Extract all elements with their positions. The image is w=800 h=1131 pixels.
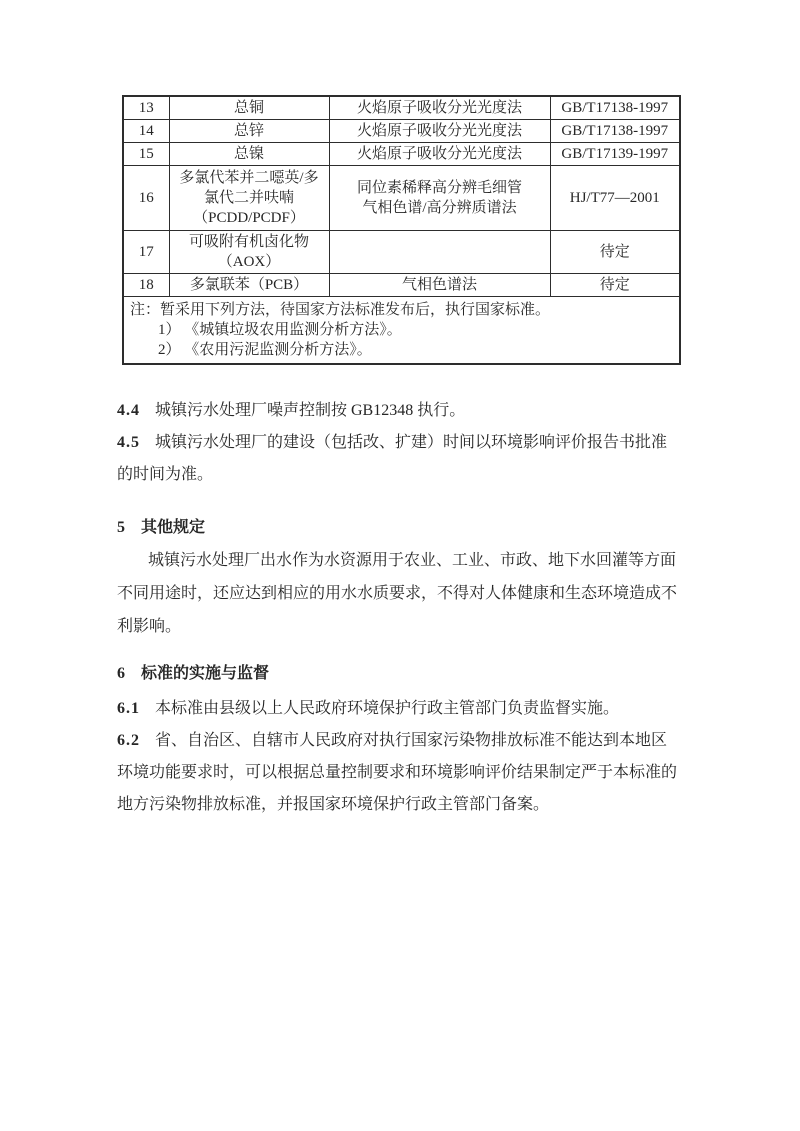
pollutant-cell [169, 231, 329, 274]
note-line: 注：暂采用下列方法，待国家方法标准发布后，执行国家标准。 [130, 302, 551, 318]
method-cell: 气相色谱法 [329, 274, 550, 297]
table-row-18 [123, 274, 680, 297]
standard-cell: HJ/T77—2001 [550, 166, 680, 231]
table-row-13 [123, 96, 680, 120]
table-row-14 [123, 120, 680, 143]
clause-text: 城镇污水处理厂的建设（包括改、扩建）时间以环境影响评价报告书批准 [155, 434, 668, 451]
clause-6-2 [117, 725, 690, 821]
clause-line [117, 427, 690, 459]
paragraph-line: 不同用途时，还应达到相应的用水水质要求，不得对人体健康和生态环境造成不 [117, 585, 678, 602]
clause-text: 本标准由县级以上人民政府环境保护行政主管部门负责监督实施。 [155, 700, 620, 717]
monitoring-method-table [122, 95, 681, 365]
section-title: 其他规定 [141, 519, 206, 536]
section-number: 5 [117, 519, 125, 536]
clause-6-1 [117, 693, 690, 725]
row-number-cell: 16 [123, 166, 169, 231]
pollutant-cell: 总铜 [169, 96, 329, 120]
clause-number: 4.4 [117, 402, 140, 419]
section-5-paragraph [117, 544, 690, 643]
section-5-heading [117, 512, 690, 544]
row-number-cell: 15 [123, 143, 169, 166]
row-number-cell: 13 [123, 96, 169, 120]
clause-4-4 [117, 395, 690, 427]
pollutant-cell: 总镍 [169, 143, 329, 166]
note-line: 1） 《城镇垃圾农用监测分析方法》。 [158, 322, 402, 338]
pollutant-cell [169, 166, 329, 231]
row-number-cell: 14 [123, 120, 169, 143]
clause-number: 4.5 [117, 434, 140, 451]
standard-cell: 待定 [550, 231, 680, 274]
table-note-cell [123, 297, 680, 365]
clause-number: 6.2 [117, 732, 140, 749]
section-number: 6 [117, 665, 125, 682]
table-row-17 [123, 231, 680, 274]
clause-line: 环境功能要求时，可以根据总量控制要求和环境影响评价结果制定严于本标准的 [117, 764, 678, 781]
clause-text: 省、自治区、自辖市人民政府对执行国家污染物排放标准不能达到本地区 [155, 732, 668, 749]
pollutant-line: （AOX） [217, 254, 281, 270]
method-cell: 火焰原子吸收分光光度法 [329, 96, 550, 120]
table-note-row [123, 297, 680, 365]
paragraph-line: 利影响。 [117, 618, 182, 635]
pollutant-line: （PCDD/PCDF） [193, 210, 305, 226]
pollutant-cell: 多氯联苯（PCB） [169, 274, 329, 297]
clause-number: 6.1 [117, 700, 140, 717]
clause-4-5 [117, 427, 690, 491]
pollutant-line: 可吸附有机卤化物 [188, 234, 309, 250]
pollutant-cell: 总锌 [169, 120, 329, 143]
clause-line [117, 725, 690, 757]
table-row-16 [123, 166, 680, 231]
clause-text: 城镇污水处理厂噪声控制按 GB12348 执行。 [155, 402, 466, 419]
pollutant-line: 氯代二并呋喃 [203, 190, 294, 206]
clause-line: 的时间为准。 [117, 466, 214, 483]
standard-cell: GB/T17139-1997 [550, 143, 680, 166]
standard-cell: GB/T17138-1997 [550, 120, 680, 143]
note-line: 2） 《农用污泥监测分析方法》。 [158, 342, 372, 358]
document-body [117, 395, 690, 821]
page-content [117, 0, 690, 821]
method-cell [329, 166, 550, 231]
method-line: 气相色谱/高分辨质谱法 [362, 200, 517, 216]
method-cell [329, 231, 550, 274]
table-row-15 [123, 143, 680, 166]
row-number-cell: 18 [123, 274, 169, 297]
section-6-heading [117, 658, 690, 690]
row-number-cell: 17 [123, 231, 169, 274]
pollutant-line: 多氯代苯并二噁英/多 [179, 170, 319, 186]
paragraph-line: 城镇污水处理厂出水作为水资源用于农业、工业、市政、地下水回灌等方面 [148, 552, 677, 569]
standard-cell: GB/T17138-1997 [550, 96, 680, 120]
section-title: 标准的实施与监督 [141, 665, 270, 682]
clause-line: 地方污染物排放标准，并报国家环境保护行政主管部门备案。 [117, 796, 550, 813]
method-line: 同位素稀释高分辨毛细管 [356, 180, 522, 196]
standard-cell: 待定 [550, 274, 680, 297]
method-cell: 火焰原子吸收分光光度法 [329, 120, 550, 143]
method-cell: 火焰原子吸收分光光度法 [329, 143, 550, 166]
